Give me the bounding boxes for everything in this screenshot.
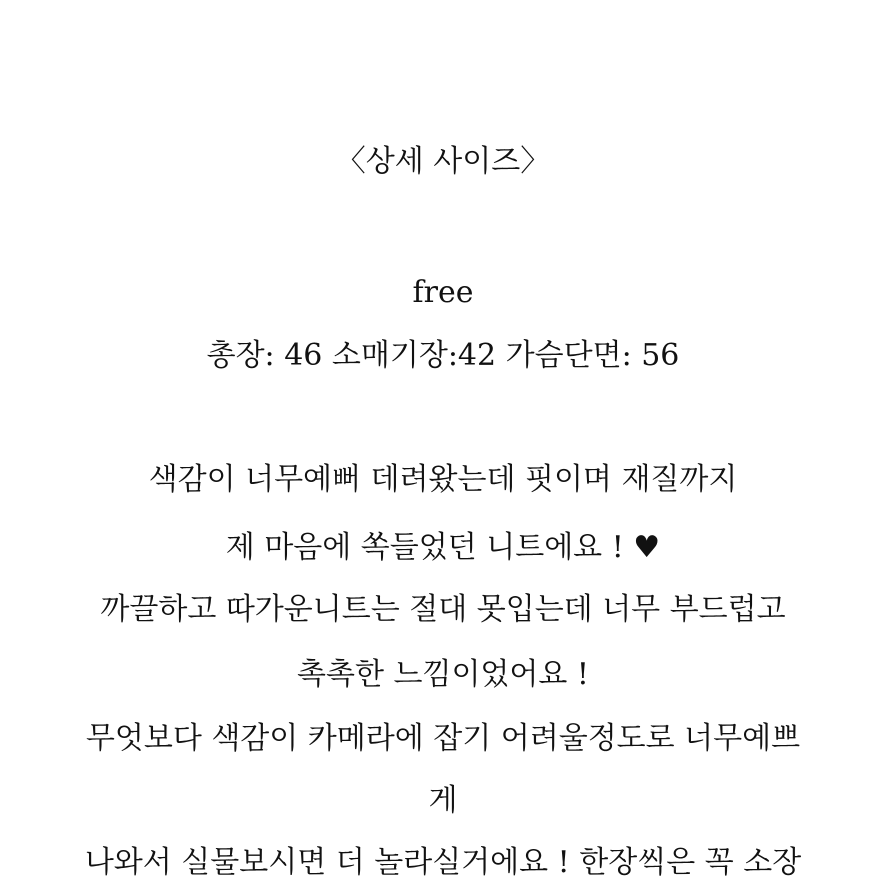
size-measurements: 총장: 46 소매기장:42 가슴단면: 56 bbox=[206, 338, 680, 373]
description-line: 촉촉한 느낌이었어요 ! bbox=[297, 657, 589, 692]
size-label: free bbox=[412, 275, 474, 310]
description-line: 나와서 실물보시면 더 놀라실거에요 ! 한장씩은 꼭 소장 bbox=[84, 845, 802, 880]
description-line: 게 bbox=[428, 783, 458, 818]
detail-size-title: 〈상세 사이즈〉 bbox=[335, 144, 551, 179]
description-line: 제 마음에 쏙들었던 니트에요 ! ♥ bbox=[225, 530, 661, 565]
description-line: 까끌하고 따가운니트는 절대 못입는데 너무 부드럽고 bbox=[100, 592, 786, 627]
description-line: 무엇보다 색감이 카메라에 잡기 어려울정도로 너무예쁘 bbox=[85, 721, 801, 756]
description-line: 색감이 너무예뻐 데려왔는데 핏이며 재질까지 bbox=[148, 462, 738, 497]
